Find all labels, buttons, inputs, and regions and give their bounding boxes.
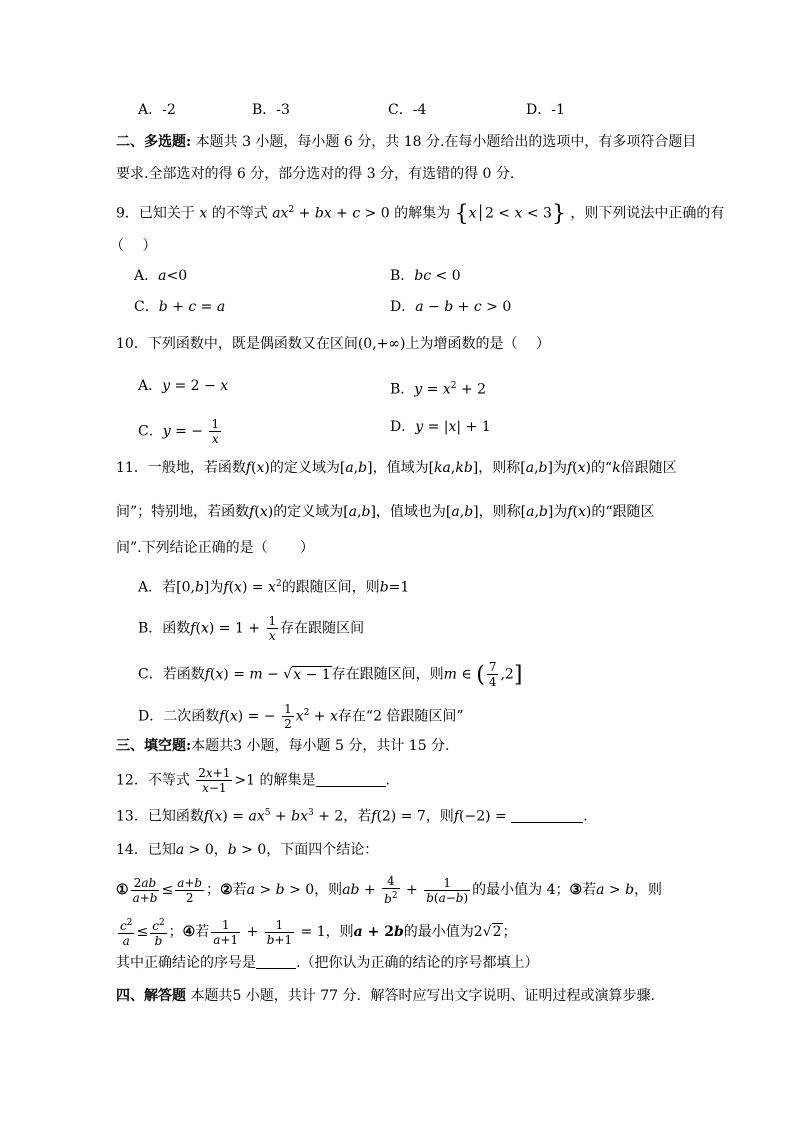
q11-option-b: B．函数f(x) = 1 + $\frac{1}{x}$ 存在跟随区间: [138, 614, 365, 643]
q10-option-b: B．$y = x^2 + 2$: [390, 381, 487, 398]
section2-heading: [116, 132, 696, 152]
q11-option-a: A．若[0,b]为$f(x) = x^2$的跟随区间，则b=1: [138, 579, 410, 596]
section2-desc-1: 本题共 3 小题，每小题 6 分，共 18 分.在每小题给出的选项中，有多项符合题目: [195, 134, 697, 150]
q9-stem: 9．已知关于 x 的不等式 $ax^2$ + bx + c > 0 的解集为 {x│2 < x < 3} ，则下列说法中正确的有: [116, 201, 725, 227]
section2-desc-2: 要求.全部选对的得 6 分，部分选对的得 3 分，有选错的得 0 分.: [116, 166, 515, 182]
q10-option-c: C．y = − $\frac{1}{x}$: [138, 417, 220, 446]
q10-option-d: D．y = |x| + 1: [390, 419, 491, 435]
q13-stem: 13．已知函数$f(x) = ax^5 + bx^3 + 2$，若f(2) = 7，则f(−2) = .: [116, 808, 588, 825]
q9-option-d: D．a − b + c > 0: [390, 299, 512, 315]
q9-paren: （ ）: [110, 238, 157, 254]
q9-option-a: A．a<0: [134, 268, 188, 284]
q13-answer-blank[interactable]: [511, 822, 583, 823]
q11-option-c: C．若函数f(x) = m − √x − 1存在跟随区间，则m ∈ ( $\frac{7}{4}$ ,2]: [138, 660, 523, 689]
q10-stem: 10．下列函数中，既是偶函数又在区间(0,+∞)上为增函数的是（ ）: [116, 336, 550, 352]
section4-heading: 四、解答题 本题共5 小题，共计 77 分．解答时应写出文字说明、证明过程或演算步骤.: [116, 988, 655, 1004]
section2-title: 二、多选题:: [116, 134, 192, 150]
q14-answer-blank[interactable]: [256, 968, 296, 969]
q14-intro: 14．已知a > 0，b > 0，下面四个结论：: [116, 842, 379, 858]
q9-option-c: C．b + c = a: [134, 299, 226, 315]
q8-option-d: D．-1: [526, 102, 565, 118]
q12-stem: 12．不等式 $\frac{2x+1}{x-1}$ >1 的解集是 .: [116, 766, 390, 795]
section3-heading: 三、填空题:本题共3 小题，每小题 5 分，共计 15 分.: [116, 738, 450, 754]
q11-line-1: 11．一般地，若函数f(x)的定义域为[a,b]，值域为[ka,kb]，则称[a,b]为f(x)的“k倍跟随区: [116, 460, 677, 476]
q12-answer-blank[interactable]: [316, 786, 386, 787]
q9-option-b: B．bc < 0: [390, 268, 461, 284]
q8-option-b: B．-3: [252, 102, 290, 118]
q14-conclusions-1: ① $\frac{2ab}{a+b}$ ≤ $\frac{a+b}{2}$ ；②若a > b > 0，则ab + $\frac{4}{b^2}$ + $\frac{1}{b(a-b)}$ 的最小值为 4；③若a > b，则: [116, 874, 663, 906]
q10-option-a: A．y = 2 − x: [138, 378, 229, 394]
q11-line-2: 间”；特别地，若函数f(x)的定义域为[a,b]，值域也为[a,b]，则称[a,b]为f(x)的“跟随区: [116, 504, 655, 520]
q11-line-3: 间”.下列结论正确的是（ ）: [116, 540, 315, 556]
q8-option-c: C．-4: [388, 102, 427, 118]
q8-option-a: A．-2: [138, 102, 176, 118]
q14-conclusions-2: $\frac{c^2}{a}$ ≤ $\frac{c^2}{b}$ ；④若 $\frac{1}{a+1}$ + $\frac{1}{b+1}$ = 1，则a + 2b的最小值为2√2；: [120, 917, 517, 948]
q11-option-d: D．二次函数f(x) = − $\frac{1}{2}$ $x^2 + x$存在“2 倍跟随区间”: [138, 702, 464, 731]
q14-last: 其中正确结论的序号是 .（把你认为正确的结论的序号都填上）: [116, 955, 539, 971]
